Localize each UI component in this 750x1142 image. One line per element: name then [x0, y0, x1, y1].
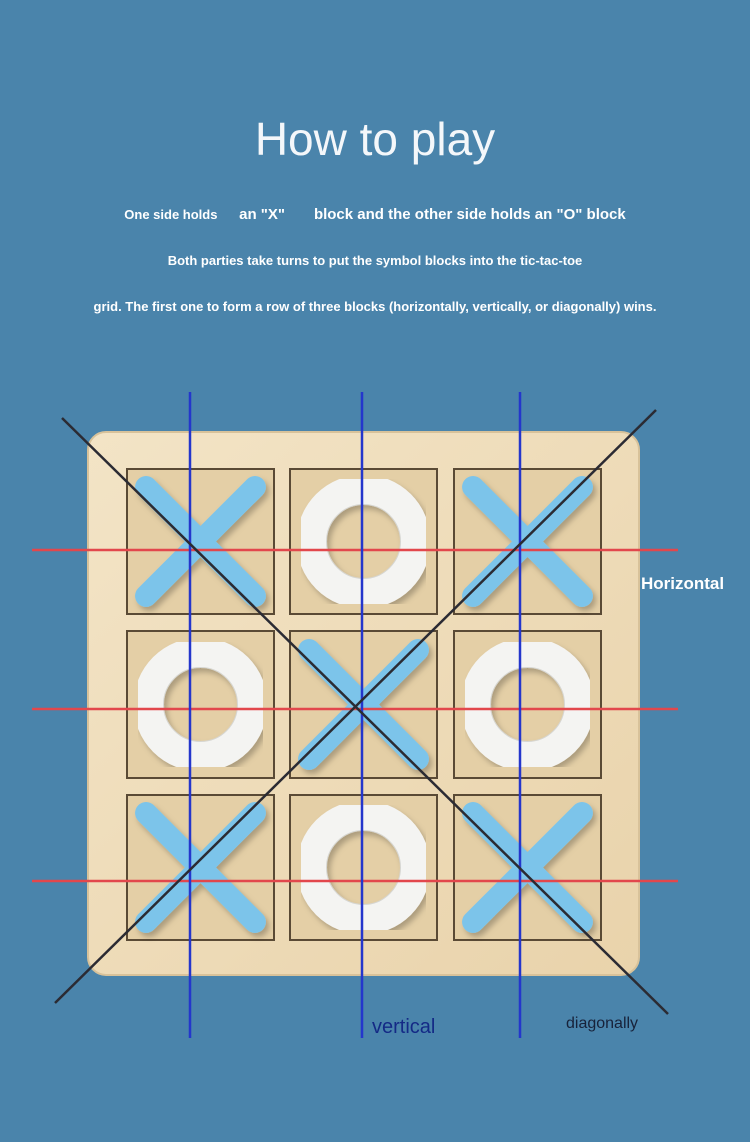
vertical-label: vertical — [372, 1016, 436, 1038]
intro-part-3: block and the other side holds an "O" block — [313, 206, 626, 223]
diagonally-label: diagonally — [566, 1015, 639, 1032]
horizontal-label: Horizontal — [641, 574, 725, 593]
page-title: How to play — [254, 113, 496, 165]
rules-line-2: Both parties take turns to put the symbol blocks into the tic-tac-toe — [167, 253, 583, 268]
rules-line-3: grid. The first one to form a row of three blocks (horizontally, vertically, or diagonally) wins. — [93, 299, 657, 314]
intro-part-2: an "X" — [239, 206, 286, 223]
intro-part-1: One side holds — [124, 207, 218, 222]
